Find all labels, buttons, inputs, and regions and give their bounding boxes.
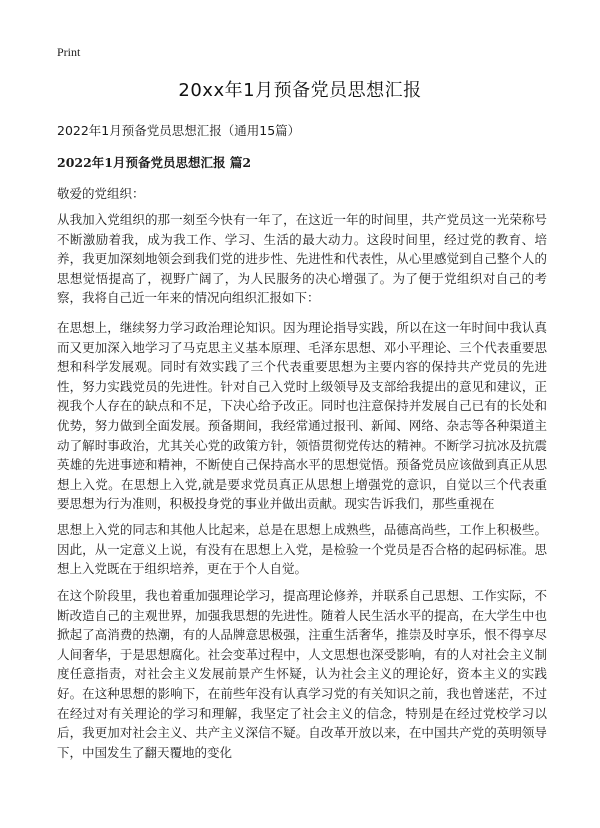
print-label[interactable]: Print: [57, 45, 81, 59]
section-heading: 2022年1月预备党员思想汇报 篇2: [57, 155, 252, 170]
salutation: 敬爱的党组织：: [57, 186, 145, 201]
body-paragraph-3: 思想上入党的同志和其他人比起来，总是在思想上成熟些，品德高尚些，工作上积极些。因此，从一定意义上说，有没有在思想上入党，是检验一个党员是否合格的起码标准。思想上入党既在于组织培养，更在于个人自觉。: [57, 522, 547, 577]
body-paragraph-2: 在思想上，继续努力学习政治理论知识。因为理论指导实践，所以在这一年时间中我认真而又更加深入地学习了马克思主义基本原理、毛泽东思想、邓小平理论、三个代表重要思想和科学发展观。同时有效实践了三个代表重要思想为主要内容的保持共产党员的先进性，努力实践党员的先进性。针对自己入党时上级领导及支部给我提出的意见和建议，正视我个人存在的缺点和不足，下决心给予改正。同时也注意保持并发展自己已有的长处和优势，努力做到全面发展。预备期间，我经常通过报刊、新闻、网络、杂志等各种渠道主动了解时事政治，尤其关心党的政策方针，领悟贯彻党传达的精神。不断学习抗冰及抗震英雄的先进事迹和精神，不断使自己保持高水平的思想觉悟。预备党员应该做到真正从思想上入党。在思想上入党,就是要求党员真正从思想上增强党的意识，自觉以三个代表重要思想为行为准则，积极投身党的事业并做出贡献。现实告诉我们，那些重视在: [57, 320, 547, 512]
page-title: 20xx年1月预备党员思想汇报: [178, 80, 422, 101]
body-paragraph-4: 在这个阶段里，我也着重加强理论学习，提高理论修养，并联系自己思想、工作实际，不断改造自己的主观世界，加强我思想的先进性。随着人民生活水平的提高，在大学生中也掀起了高消费的热潮，有的人品牌意思极强，注重生活奢华，推崇及时享乐，恨不得享尽人间奢华，于是思想腐化。社会变革过程中，人文思想也深受影响，有的人对社会主义制度任意指责，对社会主义发展前景产生怀疑，认为社会主义的理论好，资本主义的实践好。在这种思想的影响下，在前些年没有认真学习党的有关知识之前，我也曾迷茫，不过在经过对有关理论的学习和理解，我坚定了社会主义的信念，特别是在经过党校学习以后，我更加对社会主义、共产主义深信不疑。自改革开放以来，在中国共产党的英明领导下，中国发生了翻天覆地的变化: [57, 588, 547, 760]
body-paragraph-1: 从我加入党组织的那一刻至今快有一年了，在这近一年的时间里，共产党员这一光荣称号不断激励着我，成为我工作、学习、生活的最大动力。这段时间里，经过党的教育、培养，我更加深刻地领会到我们党的进步性、先进性和代表性，从心里感觉到自己整个人的思想觉悟提高了，视野广阔了，为人民服务的决心增强了。为了便于党组织对自己的考察，我将自己近一年来的情况向组织汇报如下：: [57, 212, 547, 306]
document-subtitle: 2022年1月预备党员思想汇报（通用15篇）: [57, 123, 301, 138]
